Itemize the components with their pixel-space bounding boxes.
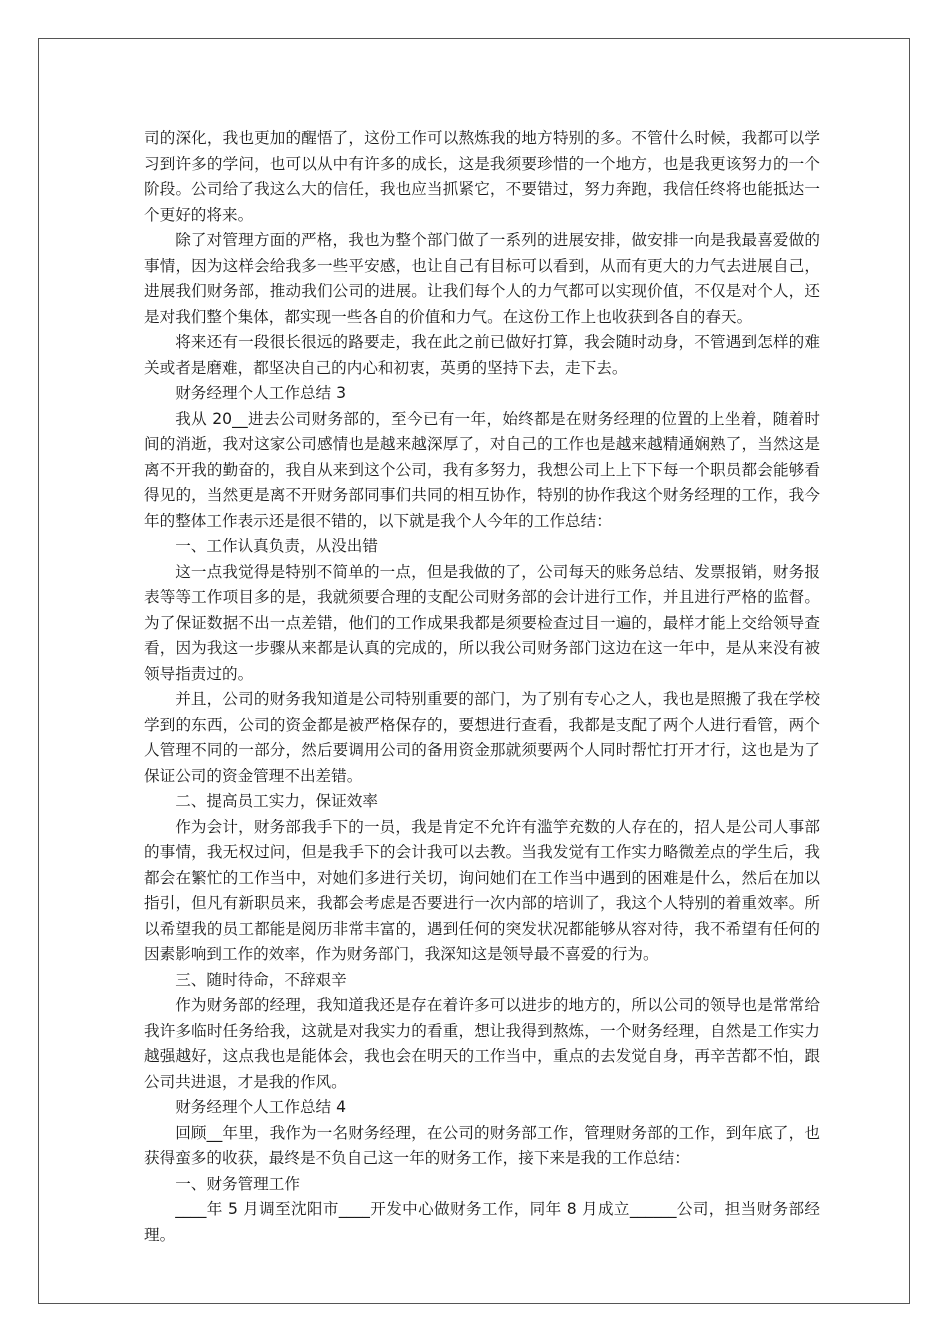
paragraph: 作为会计，财务部我手下的一员，我是肯定不允许有滥竽充数的人存在的，招人是公司人事部的事情，我无权过问，但是我手下的会计我可以去教。当我发觉有工作实力略微差点的学生后，我都会在繁忙的工作当中，对她们多进行关切，询问她们在工作当中遇到的困难是什么，然后在加以指引，但凡有新职员来，我都会考虑是否要进行一次内部的培训了，我这个人特别的着重效率。所以希望我的员工都能是阅历非常丰富的，遇到任何的突发状况都能够从容对待，我不希望有任何的因素影响到工作的效率，作为财务部门，我深知这是领导最不喜爱的行为。 — [144, 817, 820, 963]
paragraph: 这一点我觉得是特别不简单的一点，但是我做的了，公司每天的账务总结、发票报销，财务报表等等工作项目多的是，我就须要合理的支配公司财务部的会计进行工作，并且进行严格的监督。为了保证数据不出一点差错，他们的工作成果我都是须要检查过目一遍的，最样才能上交给领导查看，因为我这一步骤从来都是认真的完成的，所以我公司财务部门这边在这一年中，是从来没有被领导指责过的。 — [144, 562, 820, 683]
section-heading: 财务经理个人工作总结 3 — [175, 384, 347, 402]
section-heading: 三、随时待命，不辞艰辛 — [175, 970, 347, 989]
paragraph: 我从 20__进去公司财务部的，至今已有一年，始终都是在财务经理的位置的上坐着，随着时间的消逝，我对这家公司感情也是越来越深厚了，对自己的工作也是越来越精通娴熟了，当然这是离不开我的勤奋的，我自从来到这个公司，我有多努力，我想公司上上下下每一个职员都会能够看得见的，当然更是离不开财务部同事们共同的相互协作，特别的协作我这个财务经理的工作，我今年的整体工作表示还是很不错的，以下就是我个人今年的工作总结： — [144, 409, 820, 530]
section-heading: 一、工作认真负责，从没出错 — [175, 537, 378, 555]
section-heading: 一、财务管理工作 — [175, 1174, 300, 1193]
document-body — [144, 126, 820, 1248]
paragraph: 作为财务部的经理，我知道我还是存在着许多可以进步的地方的，所以公司的领导也是常常给我许多临时任务给我，这就是对我实力的看重，想让我得到熬炼，一个财务经理，自然是工作实力越强越好，这点我也是能体会，我也会在明天的工作当中，重点的去发觉自身，再辛苦都不怕，跟公司共进退，才是我的作风。 — [144, 996, 820, 1091]
paragraph: 将来还有一段很长很远的路要走，我在此之前已做好打算，我会随时动身，不管遇到怎样的难关或者是磨难，都坚决自己的内心和初衷，英勇的坚持下去，走下去。 — [144, 333, 820, 377]
section-heading: 二、提高员工实力，保证效率 — [175, 792, 378, 810]
paragraph-continuation: 司的深化，我也更加的醒悟了，这份工作可以熬炼我的地方特别的多。不管什么时候，我都可以学习到许多的学问，也可以从中有许多的成长，这是我须要珍惜的一个地方，也是我更该努力的一个阶段。公司给了我这么大的信任，我也应当抓紧它，不要错过，努力奔跑，我信任终将也能抵达一个更好的将来。 — [144, 129, 820, 224]
paragraph: ____年 5 月调至沈阳市____开发中心做财务工作，同年 8 月成立______公司，担当财务部经理。 — [144, 1200, 820, 1244]
paragraph: 除了对管理方面的严格，我也为整个部门做了一系列的进展安排，做安排一向是我最喜爱做的事情，因为这样会给我多一些平安感，也让自己有目标可以看到，从而有更大的力气去进展自己，进展我们财务部，推动我们公司的进展。让我们每个人的力气都可以实现价值，不仅是对个人，还是对我们整个集体，都实现一些各自的价值和力气。在这份工作上也收获到各自的春天。 — [144, 231, 820, 326]
paragraph: 回顾__年里，我作为一名财务经理，在公司的财务部工作，管理财务部的工作，到年底了，也获得蛮多的收获，最终是不负自己这一年的财务工作，接下来是我的工作总结： — [144, 1123, 820, 1167]
section-heading: 财务经理个人工作总结 4 — [175, 1098, 347, 1116]
paragraph: 并且，公司的财务我知道是公司特别重要的部门，为了别有专心之人，我也是照搬了我在学校学到的东西，公司的资金都是被严格保存的，要想进行查看，我都是支配了两个人进行看管，两个人管理不同的一部分，然后要调用公司的备用资金那就须要两个人同时帮忙打开才行，这也是为了保证公司的资金管理不出差错。 — [144, 690, 820, 785]
